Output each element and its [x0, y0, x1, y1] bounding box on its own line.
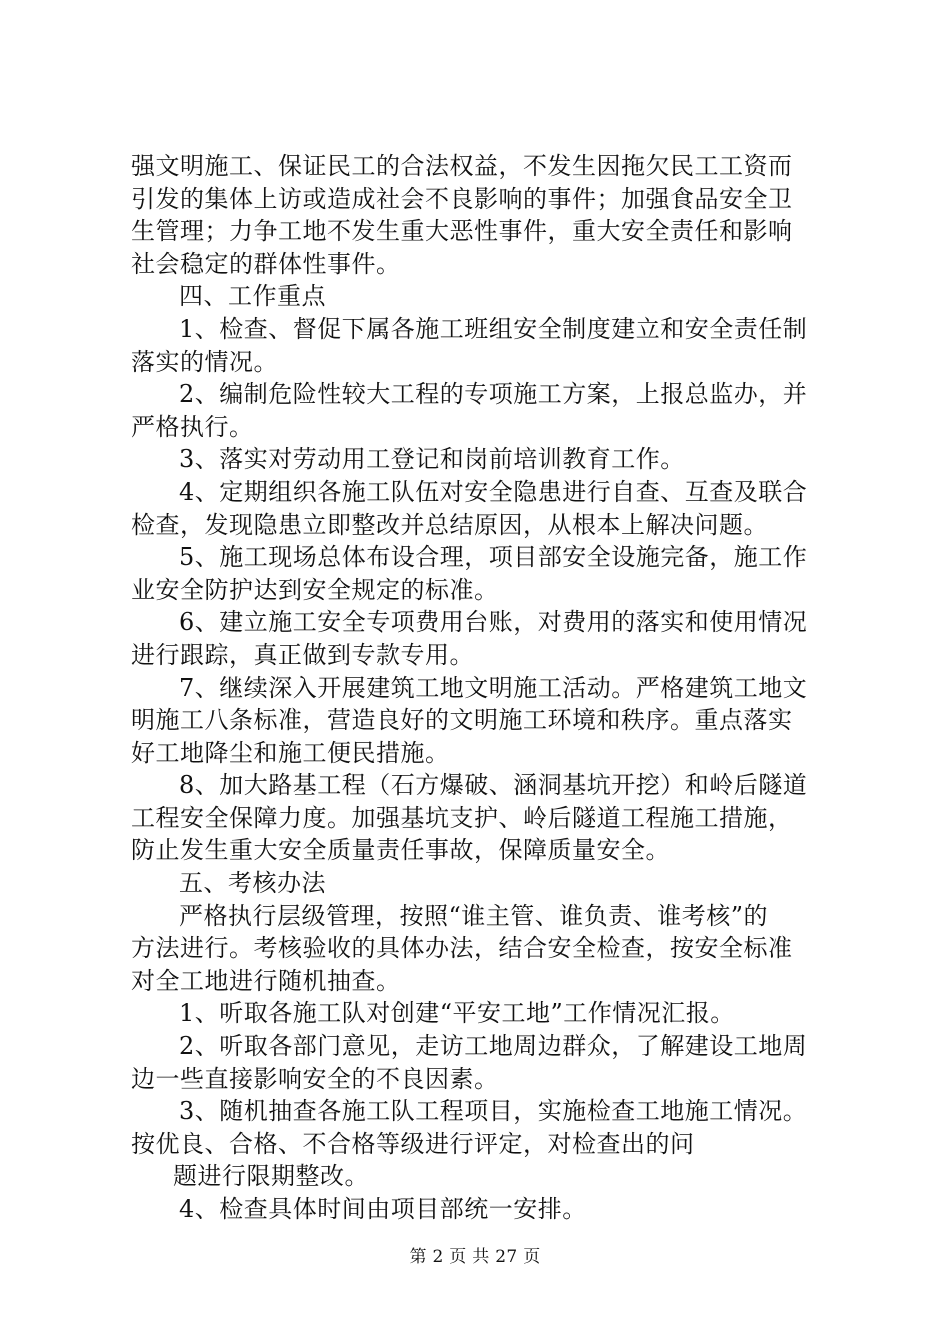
text-line: 4、检查具体时间由项目部统一安排。 — [179, 1195, 587, 1223]
text-line: 引发的集体上访或造成社会不良影响的事件；加强食品安全卫 — [131, 184, 793, 213]
text-line: 明施工八条标准，营造良好的文明施工环境和秩序。重点落实 — [131, 706, 793, 735]
text-line: 对全工地进行随机抽查。 — [131, 966, 401, 995]
document-body — [131, 150, 831, 1226]
section-heading: 五、考核办法 — [179, 869, 326, 898]
text-line: 方法进行。考核验收的具体办法，结合安全检查，按安全标准 — [131, 934, 793, 963]
text-line: 7、继续深入开展建筑工地文明施工活动。严格建筑工地文 — [179, 673, 808, 702]
text-line: 好工地降尘和施工便民措施。 — [131, 738, 450, 767]
text-line: 2、听取各部门意见，走访工地周边群众，了解建设工地周 — [179, 1032, 808, 1061]
text-line: 1、听取各施工队对创建“平安工地”工作情况汇报。 — [179, 999, 735, 1028]
text-line: 进行跟踪，真正做到专款专用。 — [131, 640, 474, 669]
text-line: 落实的情况。 — [131, 347, 278, 376]
text-line: 严格执行层级管理，按照“谁主管、谁负责、谁考核”的 — [179, 901, 769, 930]
text-line: 2、编制危险性较大工程的专项施工方案，上报总监办，并 — [179, 380, 808, 409]
text-line: 社会稳定的群体性事件。 — [131, 249, 401, 278]
text-line: 3、落实对劳动用工登记和岗前培训教育工作。 — [179, 445, 685, 474]
text-line: 题进行限期整改。 — [173, 1162, 369, 1191]
section-heading: 四、工作重点 — [179, 282, 326, 311]
text-line: 生管理；力争工地不发生重大恶性事件，重大安全责任和影响 — [131, 217, 793, 246]
text-line: 3、随机抽查各施工队工程项目，实施检查工地施工情况。 — [179, 1097, 808, 1126]
text-line: 4、定期组织各施工队伍对安全隐患进行自查、互查及联合 — [179, 477, 808, 506]
text-line: 检查，发现隐患立即整改并总结原因，从根本上解决问题。 — [131, 510, 768, 539]
text-line: 6、建立施工安全专项费用台账，对费用的落实和使用情况 — [179, 608, 808, 637]
text-line: 按优良、合格、不合格等级进行评定，对检查出的问 — [131, 1129, 695, 1158]
text-line: 严格执行。 — [131, 412, 254, 441]
text-line: 1、检查、督促下属各施工班组安全制度建立和安全责任制 — [179, 314, 808, 343]
text-line: 8、加大路基工程（石方爆破、涵洞基坑开挖）和岭后隧道 — [179, 771, 808, 800]
text-line: 强文明施工、保证民工的合法权益，不发生因拖欠民工工资而 — [131, 152, 793, 180]
page-number-footer: 第 2 页 共 27 页 — [409, 1247, 541, 1267]
text-line: 工程安全保障力度。加强基坑支护、岭后隧道工程施工措施， — [131, 803, 793, 832]
text-line: 防止发生重大安全质量责任事故，保障质量安全。 — [131, 836, 670, 865]
text-line: 业安全防护达到安全规定的标准。 — [131, 575, 499, 604]
text-line: 5、施工现场总体布设合理，项目部安全设施完备，施工作 — [179, 543, 808, 572]
text-line: 边一些直接影响安全的不良因素。 — [131, 1064, 499, 1093]
